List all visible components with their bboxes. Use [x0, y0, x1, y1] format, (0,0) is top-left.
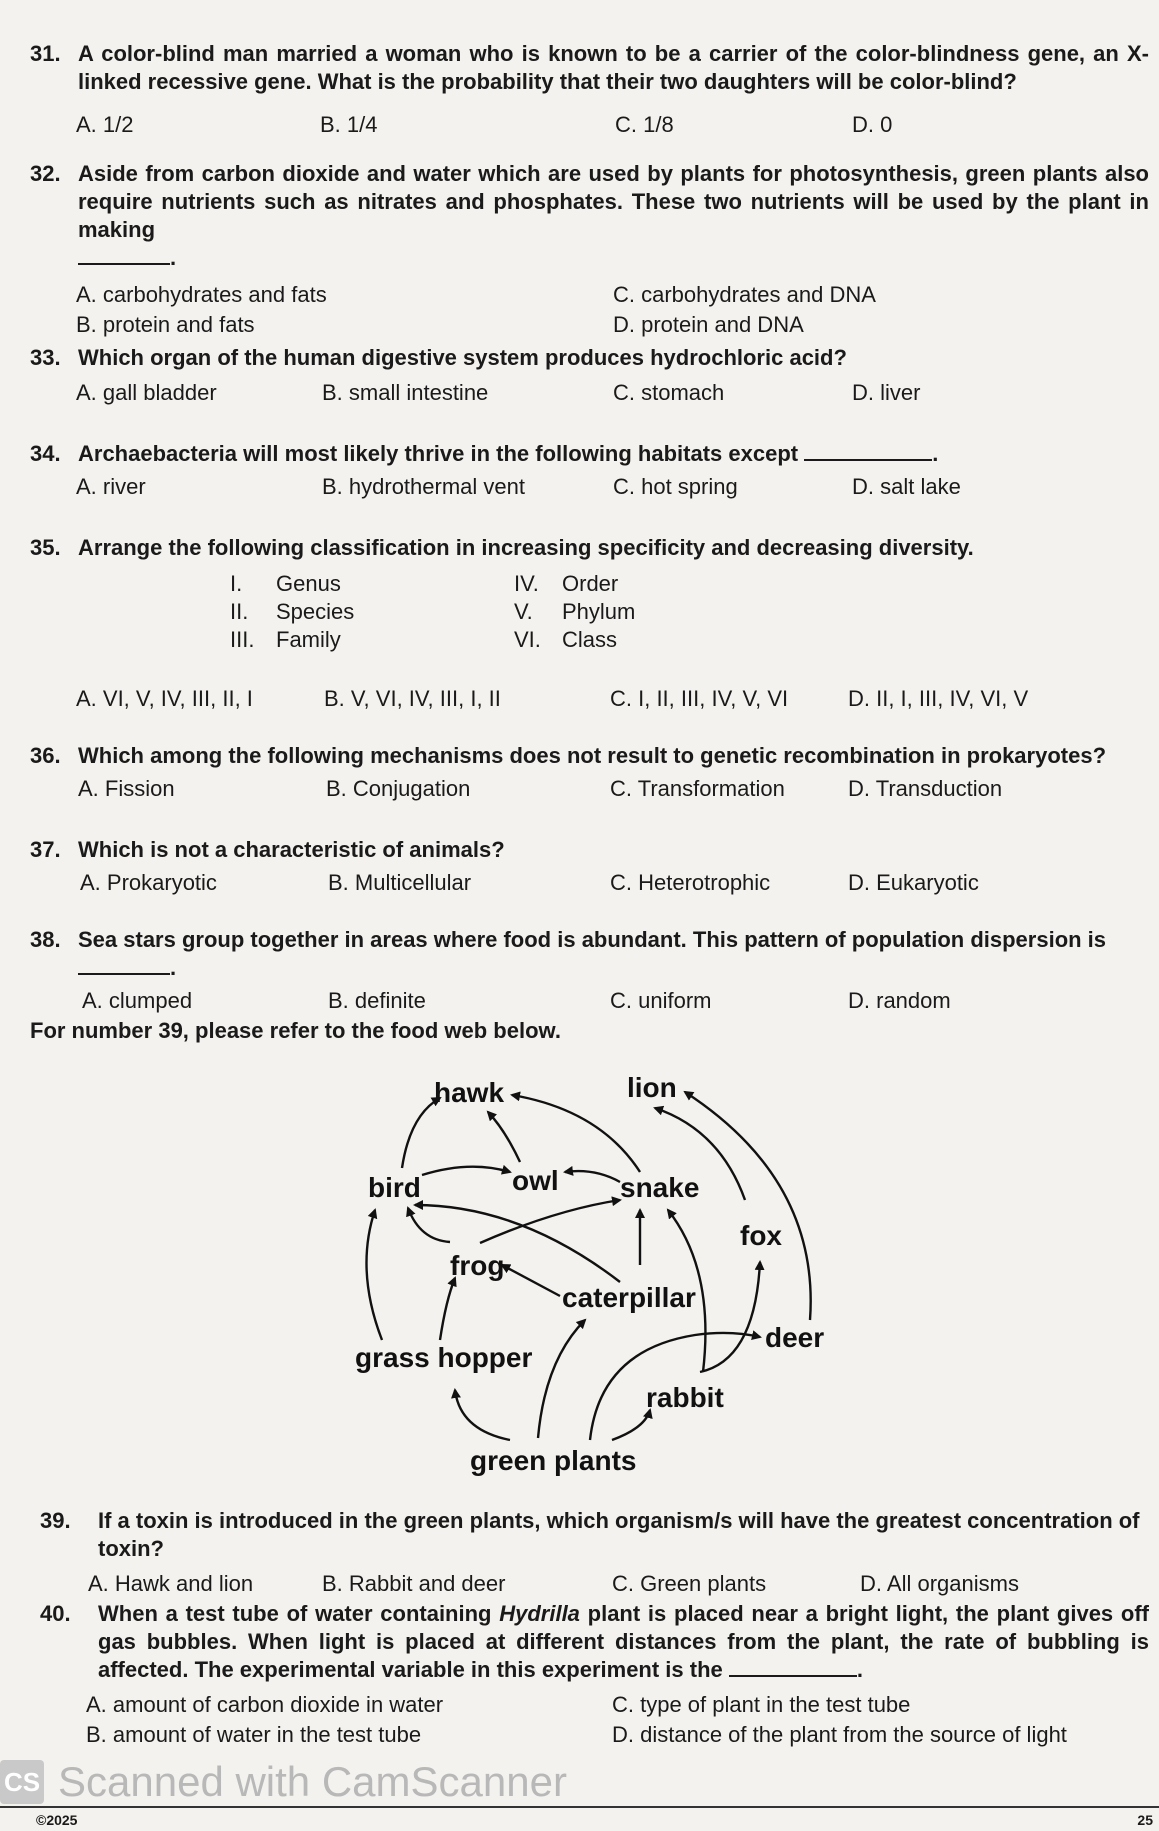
footer-divider — [0, 1806, 1159, 1808]
question-text: A color-blind man married a woman who is known to be a carrier of the color-blindness gene, an X-linked recessive gene. What is the probability that their two daughters will be color-blind? — [78, 41, 1149, 94]
option-a: A. carbohydrates and fats — [76, 282, 327, 307]
answer-blank — [729, 1657, 857, 1677]
option-c: C. carbohydrates and DNA — [613, 282, 876, 307]
arrow-caterpillar-frog — [502, 1265, 560, 1296]
list-item-number: VI. — [514, 627, 541, 652]
option-b: B. amount of water in the test tube — [86, 1722, 422, 1747]
node-frog: frog — [450, 1250, 505, 1281]
food-web-intro: For number 39, please refer to the food web below. — [30, 1018, 561, 1043]
question-text-end: plant is placed near a bright light, the plant gives off gas bubbles. When light is placed at different distances from the plant, the rate of bubbling is affected. The experimental variable in this experiment is the — [98, 1601, 1149, 1682]
arrow-plants-grasshopper — [455, 1390, 510, 1440]
question-text-start: When a test tube of water containing — [98, 1601, 500, 1626]
option-d: D. All organisms — [860, 1571, 1019, 1596]
question-text: If a toxin is introduced in the green plants, which organism/s will have the greatest concentration of toxin? — [98, 1508, 1140, 1561]
watermark-text: Scanned with CamScanner — [58, 1758, 567, 1805]
list-item-text: Species — [276, 599, 355, 624]
node-fox: fox — [740, 1220, 782, 1251]
answer-blank — [804, 441, 932, 461]
question-34: 34. Archaebacteria will most likely thrive in the following habitats except . A. river B. hydrothermal vent C. hot spring D. salt lake — [30, 440, 1149, 502]
page-number: 25 — [1137, 1812, 1153, 1828]
list-item-number: II. — [230, 599, 249, 624]
list-item-text: Order — [562, 571, 619, 596]
question-38: 38. Sea stars group together in areas where food is abundant. This pattern of population dispersion is . A. clumped B. definite C. uniform D. random — [30, 926, 1149, 1016]
option-c: C. Transformation — [610, 776, 785, 801]
arrow-caterpillar-bird — [415, 1205, 620, 1282]
node-bird: bird — [368, 1172, 421, 1203]
option-a: A. amount of carbon dioxide in water — [86, 1692, 444, 1717]
answer-blank — [78, 245, 170, 265]
list-item-text: Genus — [276, 571, 341, 596]
list-item-number: V. — [514, 599, 533, 624]
question-32: 32. Aside from carbon dioxide and water which are used by plants for photosynthesis, green plants also require nutrients such as nitrates and phosphates. These two nutrients will be used by the plant in making . A. carbohydrates and fats C. carbohydrates and DNA B. protein and fats D. protein and DNA — [30, 160, 1149, 340]
option-d: D. random — [848, 988, 951, 1013]
food-web-diagram — [0, 1055, 1159, 1485]
option-b: B. Conjugation — [326, 776, 471, 801]
option-d: D. II, I, III, IV, VI, V — [848, 686, 1029, 711]
question-39 — [30, 1507, 1149, 1599]
question-40: 40. When a test tube of water containing Hydrilla plant is placed near a bright light, the plant gives off gas bubbles. When light is placed at different distances from the plant, the rate of bubbling is affected. The experimental variable in this experiment is the . A. amount of carbon dioxide in water C. type of plant in the test tube B. amount of water in the test tube D. distance of the plant from the source of light — [30, 1600, 1149, 1750]
option-d: D. Transduction — [848, 776, 1003, 801]
arrow-snake-hawk — [512, 1095, 640, 1172]
arrow-fox-lion — [685, 1092, 811, 1320]
option-d: D. Eukaryotic — [848, 870, 979, 895]
list-item-text: Class — [562, 627, 618, 652]
food-web-labels — [355, 1072, 824, 1476]
question-number: 37. — [30, 837, 61, 862]
food-web-arrows — [366, 1092, 810, 1440]
option-b: B. definite — [328, 988, 426, 1013]
node-hawk: hawk — [434, 1077, 505, 1108]
list-item-text: Family — [276, 627, 341, 652]
node-owl: owl — [512, 1165, 559, 1196]
node-snake: snake — [620, 1172, 700, 1203]
question-text: Arrange the following classification in increasing specificity and decreasing diversity. — [78, 535, 974, 560]
option-b: B. Multicellular — [328, 870, 472, 895]
question-number: 39. — [40, 1508, 71, 1533]
option-d: D. 0 — [852, 112, 893, 137]
option-a: A. 1/2 — [76, 112, 134, 137]
question-35-options — [30, 684, 1149, 714]
copyright: ©2025 — [36, 1812, 78, 1828]
option-d: D. salt lake — [852, 474, 961, 499]
option-b: B. Rabbit and deer — [322, 1571, 506, 1596]
option-a: A. Prokaryotic — [80, 870, 217, 895]
arrow-bird-owl — [422, 1167, 510, 1175]
arrow-rabbit-fox — [700, 1262, 760, 1372]
option-d: D. distance of the plant from the source of light — [612, 1722, 1067, 1747]
question-number: 34. — [30, 441, 61, 466]
option-b: B. hydrothermal vent — [322, 474, 525, 499]
option-d: D. liver — [852, 380, 921, 405]
option-a: A. river — [76, 474, 146, 499]
option-c: C. Heterotrophic — [610, 870, 771, 895]
option-a: A. Hawk and lion — [88, 1571, 254, 1596]
question-31 — [30, 40, 1149, 140]
option-c: C. uniform — [610, 988, 712, 1013]
option-c: C. hot spring — [613, 474, 738, 499]
option-b: B. small intestine — [322, 380, 489, 405]
question-number: 36. — [30, 743, 61, 768]
option-c: C. 1/8 — [615, 112, 674, 137]
question-text: Which organ of the human digestive system produces hydrochloric acid? — [78, 345, 847, 370]
arrow-plants-rabbit — [612, 1410, 650, 1440]
list-item-number: IV. — [514, 571, 539, 596]
camscanner-watermark — [0, 1758, 567, 1806]
node-grasshopper: grass hopper — [355, 1342, 533, 1373]
node-deer: deer — [765, 1322, 825, 1353]
node-rabbit: rabbit — [646, 1382, 724, 1413]
option-b: B. V, VI, IV, III, I, II — [324, 686, 501, 711]
list-item-number: III. — [230, 627, 255, 652]
question-number: 33. — [30, 345, 61, 370]
answer-blank — [78, 955, 170, 975]
arrow-plants-caterpillar — [538, 1320, 585, 1438]
option-c: C. Green plants — [612, 1571, 767, 1596]
question-37 — [30, 836, 1149, 898]
option-c: C. I, II, III, IV, V, VI — [610, 686, 789, 711]
question-text: Aside from carbon dioxide and water which are used by plants for photosynthesis, green plants also require nutrients such as nitrates and phosphates. These two nutrients will be used by the plant in making — [78, 161, 1149, 242]
option-b: B. 1/4 — [320, 112, 378, 137]
question-number: 40. — [40, 1601, 71, 1626]
question-36 — [30, 742, 1149, 804]
list-item-text: Phylum — [562, 599, 636, 624]
question-number: 38. — [30, 927, 61, 952]
arrow-grasshopper-frog — [440, 1278, 455, 1340]
node-green-plants: green plants — [470, 1445, 637, 1476]
option-c: C. type of plant in the test tube — [612, 1692, 911, 1717]
option-a: A. gall bladder — [76, 380, 217, 405]
option-a: A. VI, V, IV, III, II, I — [76, 686, 253, 711]
classification-list — [0, 570, 1159, 660]
camscanner-logo-icon: CS — [0, 1760, 44, 1804]
list-item-number: I. — [230, 571, 243, 596]
question-text: Which among the following mechanisms does not result to genetic recombination in prokaryotes? — [78, 743, 1107, 768]
arrow-bird-hawk — [402, 1098, 440, 1168]
option-c: C. stomach — [613, 380, 725, 405]
question-number: 31. — [30, 41, 61, 66]
arrow-grasshopper-bird — [366, 1210, 382, 1340]
question-text-species: Hydrilla — [499, 1601, 580, 1626]
option-d: D. protein and DNA — [613, 312, 804, 337]
arrow-owl-hawk — [488, 1112, 520, 1162]
node-lion: lion — [627, 1072, 677, 1103]
option-b: B. protein and fats — [76, 312, 255, 337]
question-text: Sea stars group together in areas where food is abundant. This pattern of population dispersion is — [78, 927, 1107, 952]
question-text: Which is not a characteristic of animals? — [78, 837, 505, 862]
node-caterpillar: caterpillar — [562, 1282, 696, 1313]
arrow-frog-bird — [408, 1208, 450, 1242]
option-a: A. Fission — [78, 776, 175, 801]
option-a: A. clumped — [82, 988, 193, 1013]
arrow-snake-owl — [565, 1171, 620, 1182]
question-text: Archaebacteria will most likely thrive in the following habitats except — [78, 441, 799, 466]
question-35 — [30, 534, 1149, 562]
question-number: 32. — [30, 161, 61, 186]
question-number: 35. — [30, 535, 61, 560]
question-33 — [30, 344, 1149, 408]
